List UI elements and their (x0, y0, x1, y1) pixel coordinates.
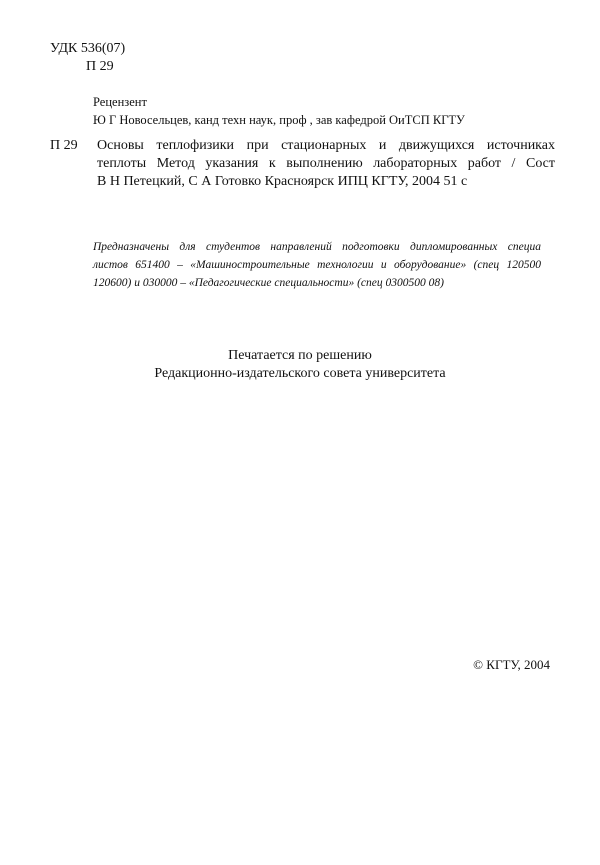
annotation-line: 120600) и 030000 – «Педагогические специальности» (спец 0300500 08) (93, 277, 444, 289)
entry-line: теплоты Метод указания к выполнению лабораторных работ / Сост (97, 156, 555, 171)
approval-block (0, 347, 600, 383)
reviewer-text: Ю Г Новосельцев, канд техн наук, проф , зав кафедрой ОиТСП КГТУ (93, 113, 465, 127)
udk-code: УДК 536(07) (50, 41, 126, 56)
reviewer-block (93, 93, 465, 129)
copyright-notice: © КГТУ, 2004 (473, 657, 550, 672)
annotation-line: Предназначены для студентов направлений подготовки дипломированных специа (93, 241, 541, 253)
entry-line: В Н Петецкий, С А Готовко Красноярск ИПЦ КГТУ, 2004 51 с (97, 174, 468, 189)
annotation-block (93, 238, 541, 292)
annotation-line: листов 651400 – «Машиностроительные технологии и оборудование» (спец 120500 (93, 259, 541, 271)
udk-index: П 29 (86, 59, 114, 74)
entry-code: П 29 (50, 138, 78, 153)
entry-line: Основы теплофизики при стационарных и движущихся источниках (97, 138, 555, 153)
entry-body (97, 137, 555, 191)
udk-block (50, 40, 125, 76)
approval-line-1: Печатается по решению (228, 348, 372, 363)
reviewer-heading: Рецензент (93, 95, 147, 109)
approval-line-2: Редакционно-издательского совета университета (154, 366, 446, 381)
